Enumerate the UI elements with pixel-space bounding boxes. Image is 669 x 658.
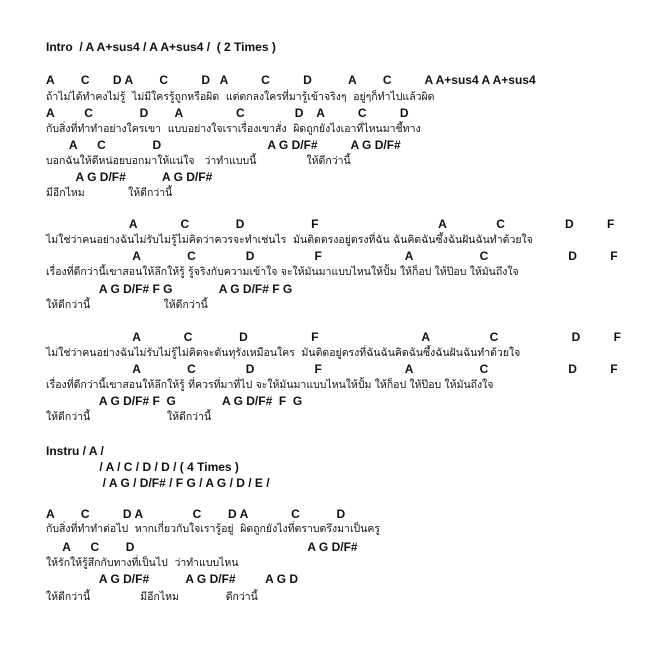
- chord-line: A C D F A C D F: [46, 362, 618, 376]
- lyric-line: เรื่องที่ดีกว่านี้เขาสอนให้ลึกให้รู้ รู้จริงกับความเข้าใจ จะให้มันมาแบบไหนให้ปั้ม ให้ก็อป ให้ป๊อบ ให้มันถึงใจ: [46, 266, 519, 278]
- lyric-line: กับสิ่งที่ทำทำต่อไป หากเกี่ยวกับใจเรารู้อยู่ ผิดถูกยังไงที่ตราบตรึงมาเป็นครู: [46, 523, 381, 535]
- chord-line: A C D A C D A C D A C A A+sus4 A A+sus4: [46, 73, 536, 87]
- lyric-line: บอกฉันให้ดีหน่อยบอกมาให้แน่ใจ ว่าทำแบบนี้ ให้ดีกว่านี้: [46, 155, 351, 167]
- chord-line: A G D/F# F G A G D/F# F G: [46, 282, 293, 296]
- lyric-line: มีอีกไหม ให้ดีกว่านี้: [46, 187, 173, 199]
- lyric-line: ให้ดีกว่านี้ มีอีกไหม ดีกว่านี้: [46, 591, 258, 603]
- chord-line: A C D A C D A C D: [46, 507, 346, 521]
- chord-line: A G D/F# A G D/F# A G D: [46, 572, 299, 586]
- chord-line: Instru / A /: [46, 444, 104, 458]
- lyric-line: ไม่ใช่ว่าคนอย่างฉันไม่รับไม่รู้ไม่คิดว่าควรจะทำเช่นไร มันติดตรงอยู่ตรงที่ฉัน ฉันคิดฉันซึ้งฉันฝันฉันทำด้วยใจ: [46, 234, 533, 246]
- chord-line: A C D A G D/F#: [46, 540, 358, 554]
- lyric-line: ให้รักให้รู้สึกกับทางที่เป็นไป ว่าทำแบบไหน: [46, 557, 239, 569]
- lyric-line: ให้ดีกว่านี้ ให้ดีกว่านี้: [46, 299, 208, 311]
- chord-line: A C D A G D/F# A G D/F#: [46, 138, 401, 152]
- lyric-line: ให้ดีกว่านี้ ให้ดีกว่านี้: [46, 411, 212, 423]
- lyric-line: ไม่ใช่ว่าคนอย่างฉันไม่รับไม่รู้ไม่คิดจะดันทุรังเหมือนใคร มันติดอยู่ตรงที่ฉันฉันคิดฉันซึ้งฉันฝันฉันทำด้วยใจ: [46, 347, 521, 359]
- chord-line: A C D F A C D F: [46, 330, 621, 344]
- lyric-line: เรื่องที่ดีกว่านี้เขาสอนให้ลึกให้รู้ ที่ควรที่มาที่ไป จะให้มันมาแบบไหนให้ปั้ม ให้ก็อป ให้ป๊อบ ให้มันถึงใจ: [46, 379, 494, 391]
- chord-line: / A / C / D / D / ( 4 Times ): [46, 460, 239, 474]
- chord-line: A G D/F# A G D/F#: [46, 170, 213, 184]
- chord-line: A G D/F# F G A G D/F# F G: [46, 394, 303, 408]
- chord-line: A C D A C D A C D: [46, 106, 409, 120]
- chord-line: A C D F A C D F: [46, 217, 615, 231]
- chord-line: A C D F A C D F: [46, 249, 618, 263]
- lyric-line: กับสิ่งที่ทำทำอย่างใครเขา แบบอย่างใจเราเรื่องเขาสั่ง ผิดถูกยังไงเอาที่ไหนมาชี้ทาง: [46, 123, 421, 135]
- chord-line: Intro / A A+sus4 / A A+sus4 / ( 2 Times ): [46, 40, 276, 54]
- chord-line: / A G / D/F# / F G / A G / D / E /: [46, 476, 270, 490]
- lyric-line: ถ้าไม่ได้ทำคงไม่รู้ ไม่มีใครรู้ถูกหรือผิด แต่ตกลงใครที่มารู้เข้าจริงๆ อยู่ๆก็ทำไปแล้วผิด: [46, 91, 435, 103]
